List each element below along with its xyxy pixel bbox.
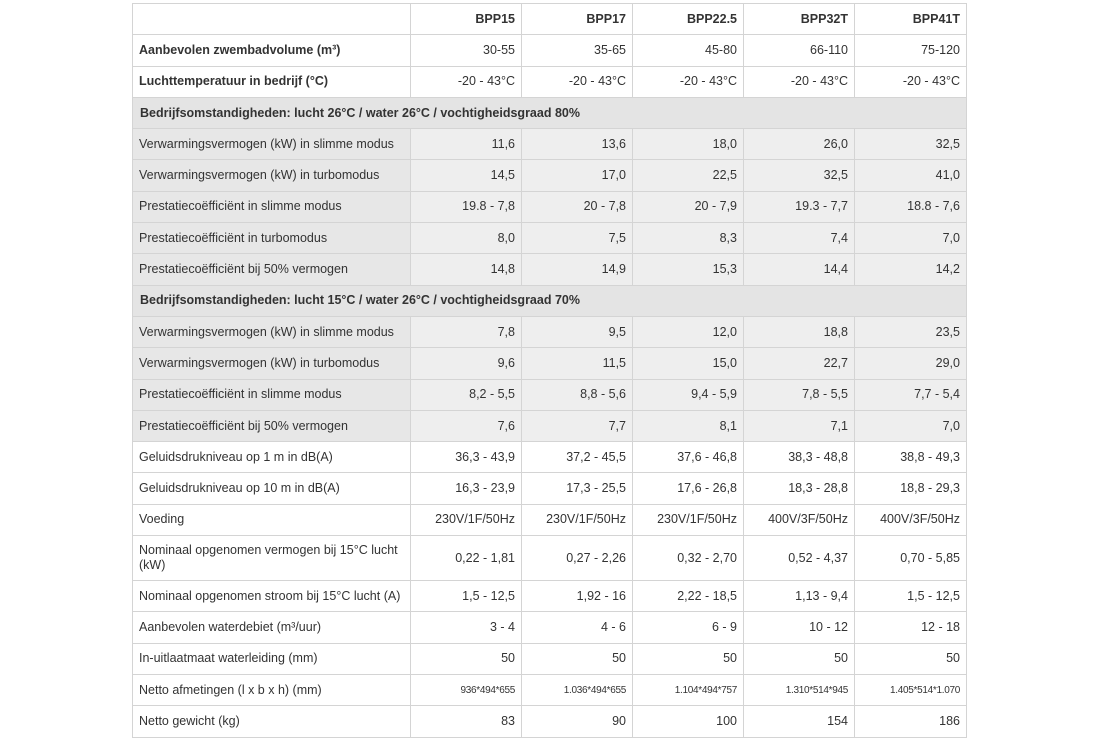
table-row [133,316,967,347]
value-cell: 0,22 - 1,81 [411,536,522,581]
table-row [133,35,967,66]
value-cell: 22,5 [633,160,744,191]
header-cell-model: BPP15 [411,4,522,35]
value-cell: 7,8 [411,316,522,347]
table-row [133,536,967,581]
value-cell: 32,5 [855,129,967,160]
value-cell: 100 [633,706,744,737]
value-cell: 23,5 [855,316,967,347]
value-cell: 17,6 - 26,8 [633,473,744,504]
value-cell: 38,3 - 48,8 [744,442,855,473]
value-cell: 14,4 [744,254,855,285]
value-cell: 30-55 [411,35,522,66]
value-cell: 9,4 - 5,9 [633,379,744,410]
value-cell: 10 - 12 [744,612,855,643]
value-cell: 35-65 [522,35,633,66]
value-cell: 37,6 - 46,8 [633,442,744,473]
section-header-label: Bedrijfsomstandigheden: lucht 15°C / water 26°C / vochtigheidsgraad 70% [133,285,967,316]
row-label: Aanbevolen waterdebiet (m³/uur) [133,612,411,643]
header-cell-model: BPP41T [855,4,967,35]
value-cell: 22,7 [744,348,855,379]
value-cell: 16,3 - 23,9 [411,473,522,504]
row-label: Aanbevolen zwembadvolume (m³) [133,35,411,66]
value-cell: 7,8 - 5,5 [744,379,855,410]
value-cell: 7,0 [855,223,967,254]
row-label: Nominaal opgenomen vermogen bij 15°C lucht (kW) [133,536,411,581]
value-cell: 18,3 - 28,8 [744,473,855,504]
value-cell: 0,70 - 5,85 [855,536,967,581]
value-cell: 38,8 - 49,3 [855,442,967,473]
row-label: Netto gewicht (kg) [133,706,411,737]
row-label: Prestatiecoëfficiënt in slimme modus [133,191,411,222]
value-cell: 41,0 [855,160,967,191]
value-cell: 20 - 7,8 [522,191,633,222]
row-label: Luchttemperatuur in bedrijf (°C) [133,66,411,97]
row-label: In-uitlaatmaat waterleiding (mm) [133,643,411,674]
value-cell: -20 - 43°C [744,66,855,97]
value-cell: 186 [855,706,967,737]
value-cell: 20 - 7,9 [633,191,744,222]
value-cell: 17,3 - 25,5 [522,473,633,504]
value-cell: 1.104*494*757 [633,674,744,705]
value-cell: 26,0 [744,129,855,160]
row-label: Geluidsdrukniveau op 1 m in dB(A) [133,442,411,473]
value-cell: 50 [744,643,855,674]
value-cell: 0,52 - 4,37 [744,536,855,581]
value-cell: 12 - 18 [855,612,967,643]
value-cell: -20 - 43°C [411,66,522,97]
value-cell: -20 - 43°C [633,66,744,97]
value-cell: 2,22 - 18,5 [633,581,744,612]
table-row [133,706,967,737]
value-cell: 50 [633,643,744,674]
value-cell: 8,1 [633,410,744,441]
value-cell: 230V/1F/50Hz [411,504,522,535]
value-cell: 18.8 - 7,6 [855,191,967,222]
value-cell: 19.8 - 7,8 [411,191,522,222]
section-header-label: Bedrijfsomstandigheden: lucht 26°C / water 26°C / vochtigheidsgraad 80% [133,97,967,128]
value-cell: 400V/3F/50Hz [744,504,855,535]
value-cell: 50 [522,643,633,674]
value-cell: 14,2 [855,254,967,285]
row-label: Prestatiecoëfficiënt bij 50% vermogen [133,410,411,441]
value-cell: 45-80 [633,35,744,66]
value-cell: 18,8 - 29,3 [855,473,967,504]
row-label: Voeding [133,504,411,535]
value-cell: 15,0 [633,348,744,379]
table-row [133,66,967,97]
table-row [133,581,967,612]
value-cell: 4 - 6 [522,612,633,643]
table-row [133,348,967,379]
table-row [133,379,967,410]
value-cell: 8,2 - 5,5 [411,379,522,410]
value-cell: 90 [522,706,633,737]
spec-table [132,3,967,738]
value-cell: 14,9 [522,254,633,285]
table-row [133,504,967,535]
value-cell: 8,8 - 5,6 [522,379,633,410]
value-cell: 9,6 [411,348,522,379]
row-label: Verwarmingsvermogen (kW) in slimme modus [133,129,411,160]
value-cell: 36,3 - 43,9 [411,442,522,473]
header-cell-empty [133,4,411,35]
table-row [133,254,967,285]
table-row [133,223,967,254]
value-cell: 15,3 [633,254,744,285]
row-label: Prestatiecoëfficiënt in slimme modus [133,379,411,410]
value-cell: 17,0 [522,160,633,191]
value-cell: 0,27 - 2,26 [522,536,633,581]
value-cell: 7,7 [522,410,633,441]
row-label: Netto afmetingen (l x b x h) (mm) [133,674,411,705]
value-cell: 7,5 [522,223,633,254]
value-cell: 13,6 [522,129,633,160]
value-cell: 230V/1F/50Hz [522,504,633,535]
table-row [133,442,967,473]
value-cell: 14,8 [411,254,522,285]
table-row [133,612,967,643]
value-cell: 29,0 [855,348,967,379]
value-cell: -20 - 43°C [522,66,633,97]
header-cell-model: BPP17 [522,4,633,35]
value-cell: 50 [411,643,522,674]
value-cell: 12,0 [633,316,744,347]
row-label: Verwarmingsvermogen (kW) in turbomodus [133,160,411,191]
value-cell: 7,4 [744,223,855,254]
header-cell-model: BPP32T [744,4,855,35]
value-cell: 3 - 4 [411,612,522,643]
table-row [133,643,967,674]
value-cell: 8,0 [411,223,522,254]
row-label: Verwarmingsvermogen (kW) in slimme modus [133,316,411,347]
section-header-row [133,97,967,128]
table-row [133,473,967,504]
value-cell: 1,5 - 12,5 [855,581,967,612]
value-cell: 14,5 [411,160,522,191]
value-cell: 37,2 - 45,5 [522,442,633,473]
value-cell: 7,0 [855,410,967,441]
row-label: Nominaal opgenomen stroom bij 15°C lucht (A) [133,581,411,612]
value-cell: 66-110 [744,35,855,66]
spec-table-body [133,35,967,737]
table-row [133,129,967,160]
value-cell: 7,7 - 5,4 [855,379,967,410]
value-cell: 400V/3F/50Hz [855,504,967,535]
row-label: Geluidsdrukniveau op 10 m in dB(A) [133,473,411,504]
value-cell: 1.310*514*945 [744,674,855,705]
header-cell-model: BPP22.5 [633,4,744,35]
value-cell: 0,32 - 2,70 [633,536,744,581]
row-label: Prestatiecoëfficiënt bij 50% vermogen [133,254,411,285]
value-cell: 1.036*494*655 [522,674,633,705]
value-cell: 19.3 - 7,7 [744,191,855,222]
value-cell: 75-120 [855,35,967,66]
value-cell: 11,6 [411,129,522,160]
value-cell: 6 - 9 [633,612,744,643]
value-cell: 154 [744,706,855,737]
value-cell: 7,6 [411,410,522,441]
value-cell: -20 - 43°C [855,66,967,97]
value-cell: 230V/1F/50Hz [633,504,744,535]
value-cell: 18,8 [744,316,855,347]
value-cell: 1.405*514*1.070 [855,674,967,705]
value-cell: 32,5 [744,160,855,191]
value-cell: 936*494*655 [411,674,522,705]
section-header-row [133,285,967,316]
table-row [133,160,967,191]
row-label: Verwarmingsvermogen (kW) in turbomodus [133,348,411,379]
value-cell: 7,1 [744,410,855,441]
value-cell: 50 [855,643,967,674]
table-row [133,674,967,705]
value-cell: 9,5 [522,316,633,347]
value-cell: 1,13 - 9,4 [744,581,855,612]
value-cell: 1,5 - 12,5 [411,581,522,612]
table-row [133,191,967,222]
value-cell: 83 [411,706,522,737]
table-row [133,410,967,441]
value-cell: 18,0 [633,129,744,160]
value-cell: 8,3 [633,223,744,254]
header-row [133,4,967,35]
value-cell: 11,5 [522,348,633,379]
value-cell: 1,92 - 16 [522,581,633,612]
row-label: Prestatiecoëfficiënt in turbomodus [133,223,411,254]
